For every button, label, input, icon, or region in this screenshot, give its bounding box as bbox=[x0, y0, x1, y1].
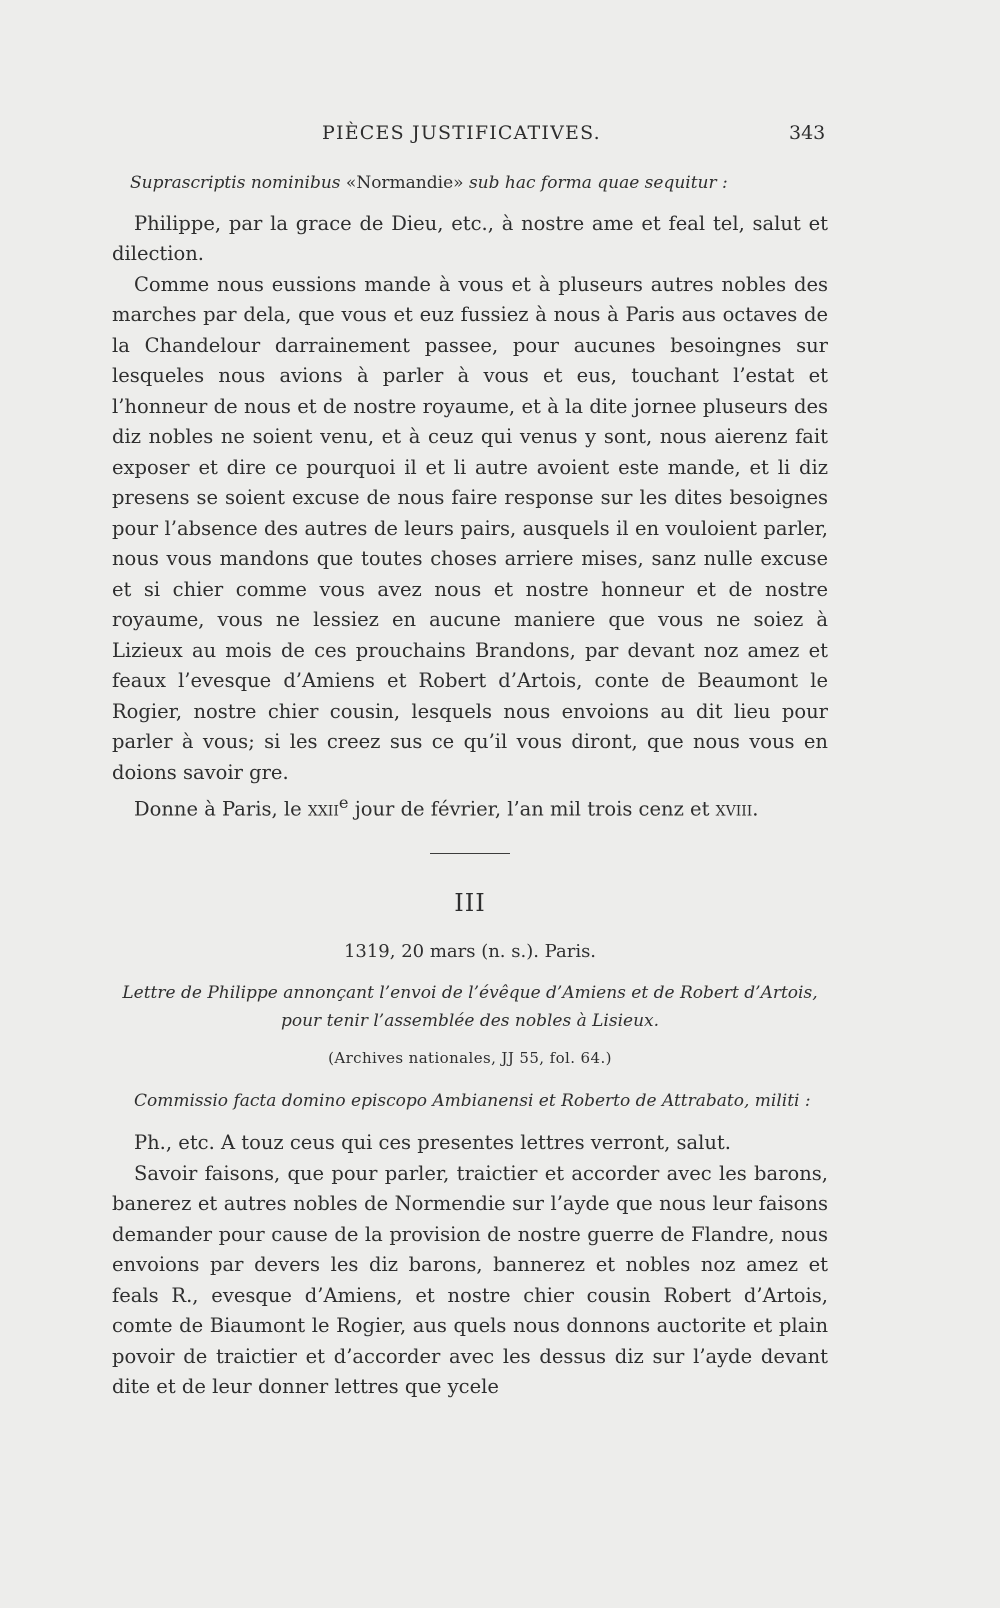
intro-italic-end: sub hac forma quae sequitur : bbox=[468, 173, 728, 193]
document-1-body: Comme nous eussions mande à vous et à pluseurs autres nobles des marches par dela, que vous et euz fussiez à nous à Paris aus octaves de la Chandelour darrainement passee, pour aucunes besoingnes sur lesqueles nous avions à parler à vous et eus, touchant l’estat et l’honneur de nous et de nostre royaume, et à la dite jornee pluseurs des diz nobles ne soient venu, et à ceuz qui venus y sont, nous aierenz fait exposer et dire ce pourquoi il et li autre avoient este mande, et li diz presens se soient excuse de nous faire response sur les dites besoignes pour l’absence des autres de leurs pairs, ausquels il en vouloient parler, nous vous mandons que toutes choses arriere mises, sanz nulle excuse et si chier comme vous avez nous et nostre honneur et de nostre royaume, vous ne lessiez en aucune maniere que vous ne soiez à Lizieux au mois de ces prouchains Brandons, par devant noz amez et feaux l’evesque d’Amiens et Robert d’Artois, conte de Beaumont le Rogier, nostre chier cousin, lesquels nous envoions au dit lieu pour parler à vous; si les creez sus ce qu’il vous diront, que nous vous en doions savoir gre. bbox=[112, 272, 828, 784]
document-2-number: III bbox=[454, 889, 486, 917]
document-2-dateline: 1319, 20 mars (n. s.). Paris. bbox=[343, 940, 597, 962]
closing-start: Donne à Paris, le bbox=[134, 797, 308, 821]
intro-quoted-word: «Normandie» bbox=[340, 173, 469, 193]
page-number: 343 bbox=[789, 122, 826, 144]
closing-day: xxii bbox=[307, 797, 339, 821]
closing-day-superscript: e bbox=[338, 793, 349, 812]
closing-middle: jour de février, l’an mil trois cenz et bbox=[348, 797, 716, 821]
document-1-intro bbox=[112, 168, 828, 199]
document-1-closing bbox=[112, 788, 828, 825]
page-body bbox=[112, 168, 828, 1403]
document-2-source: (Archives nationales, JJ 55, fol. 64.) bbox=[328, 1049, 612, 1067]
document-2-commissio: Commissio facta domino episcopo Ambianensi et Roberto de Attrabato, militi : bbox=[134, 1090, 811, 1111]
closing-end: . bbox=[752, 797, 759, 821]
page-header bbox=[0, 120, 1000, 150]
closing-year: xviii bbox=[715, 797, 753, 821]
document-2-body: Savoir faisons, que pour parler, traictier et accorder avec les barons, banerez et autres nobles de Normendie sur l’ayde que nous leur faisons demander pour cause de la provision de nostre guerre de Flandre, nous envoions par devers les diz barons, bannerez et nobles noz amez et feals R., evesque d’Amiens, et nostre chier cousin Robert d’Artois, comte de Biaumont le Rogier, aus quels nous donnons auctorite et plain povoir de traictier et d’accorder avec les dessus diz sur l’ayde devant dite et de leur donner lettres que ycele bbox=[112, 1161, 828, 1398]
running-title: PIÈCES JUSTIFICATIVES. bbox=[322, 122, 601, 144]
document-2-summary: Lettre de Philippe annonçant l’envoi de l’évêque d’Amiens et de Robert d’Artois, pour tenir l’assemblée des nobles à Lisieux. bbox=[122, 983, 818, 1031]
intro-italic-start: Suprascriptis nominibus bbox=[130, 173, 341, 193]
document-1-salutation: Philippe, par la grace de Dieu, etc., à nostre ame et feal tel, salut et dilection. bbox=[112, 211, 828, 265]
document-2-salutation: Ph., etc. A touz ceus qui ces presentes lettres verront, salut. bbox=[134, 1131, 731, 1154]
section-divider bbox=[430, 853, 510, 854]
